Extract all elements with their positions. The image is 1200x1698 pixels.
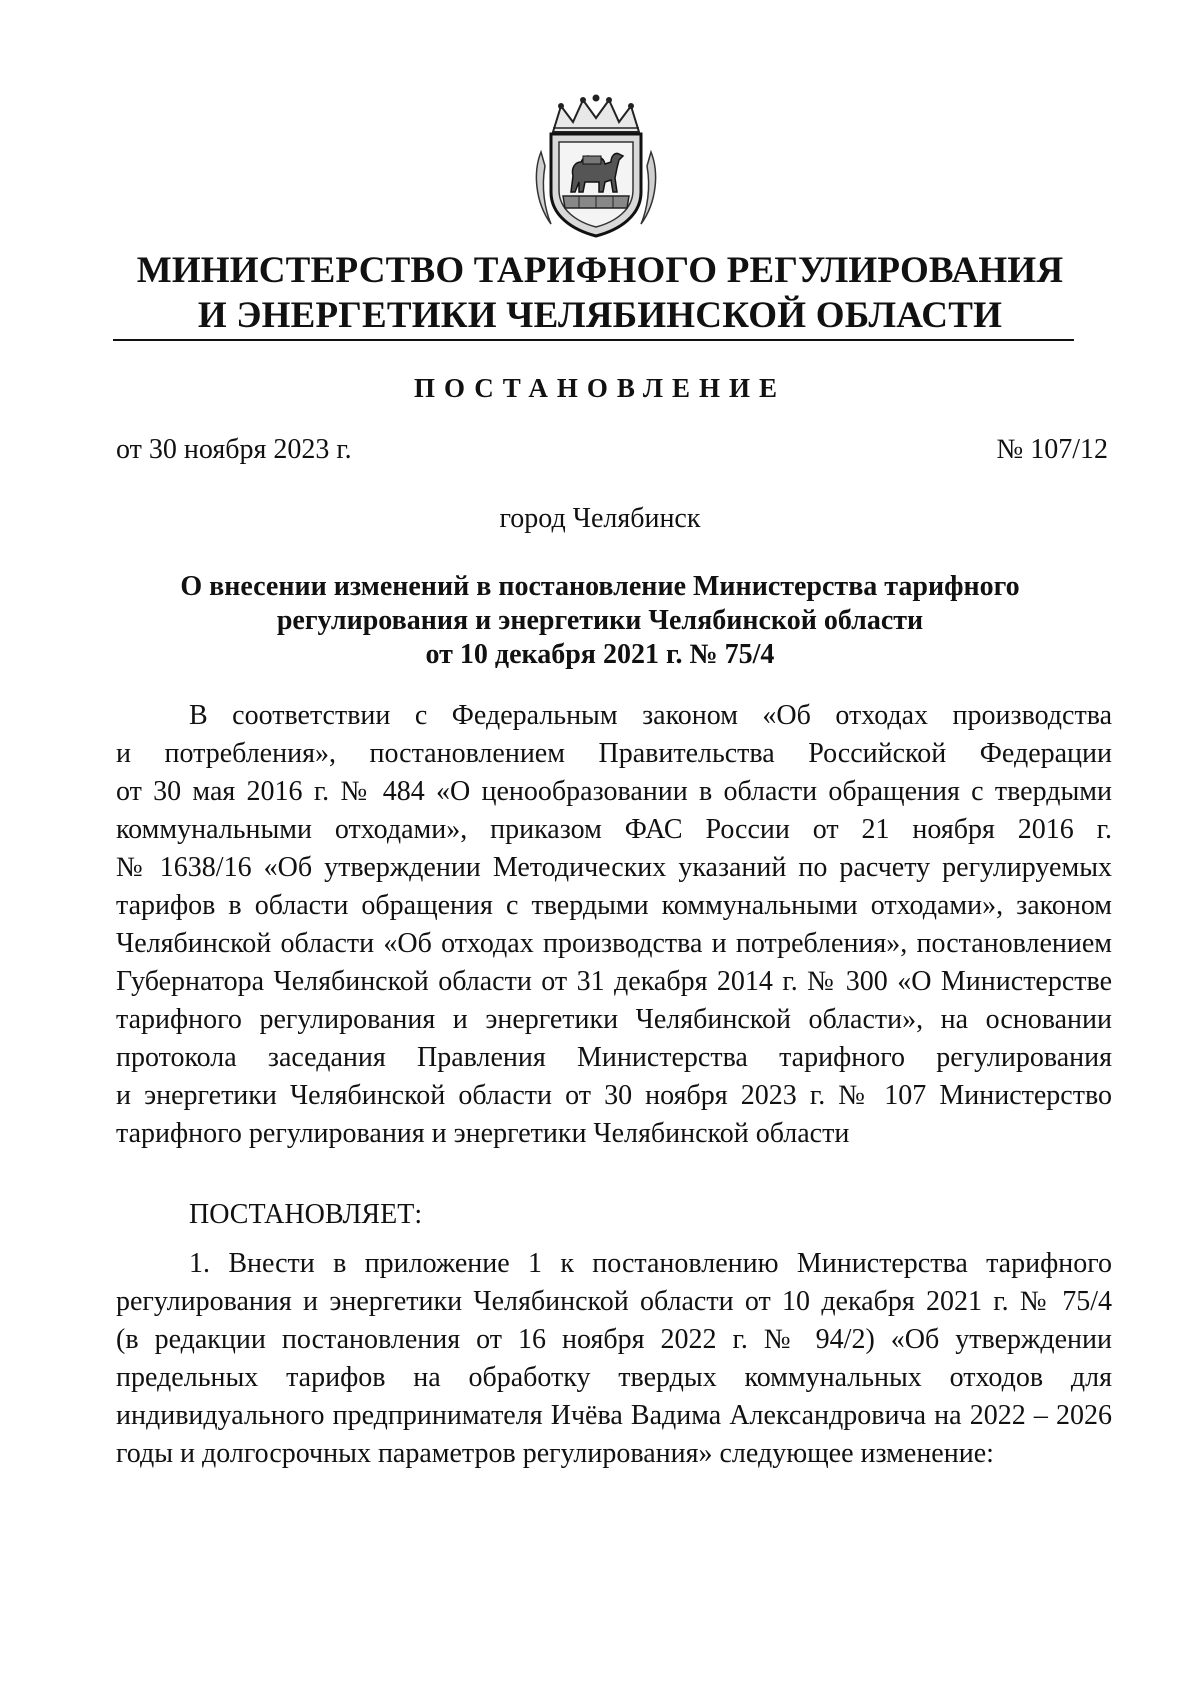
text-line: Губернатора Челябинской области от 31 декабря 2014 г. № 300 «О Министерстве <box>116 966 1112 997</box>
text-line: и энергетики Челябинской области от 30 ноября 2023 г. № 107 Министерство <box>116 1080 1112 1111</box>
text-line: протокола заседания Правления Министерства тарифного регулирования <box>116 1042 1112 1073</box>
text-line: (в редакции постановления от 16 ноября 2022 г. № 94/2) «Об утверждении <box>116 1324 1112 1355</box>
text-line: и потребления», постановлением Правительства Российской Федерации <box>116 738 1112 769</box>
document-number: № 107/12 <box>996 434 1108 465</box>
chelyabinsk-coat-of-arms-icon <box>531 92 661 240</box>
document-type-title: ПОСТАНОВЛЕНИЕ <box>413 373 787 403</box>
text-line: от 30 мая 2016 г. № 484 «О ценообразовании в области обращения с твердыми <box>116 776 1112 807</box>
text-line: коммунальными отходами», приказом ФАС России от 21 ноября 2016 г. <box>116 814 1112 845</box>
document-date: от 30 ноября 2023 г. <box>116 434 352 465</box>
ministry-name-line2: И ЭНЕРГЕТИКИ ЧЕЛЯБИНСКОЙ ОБЛАСТИ <box>197 295 1003 336</box>
subject-line: от 10 декабря 2021 г. № 75/4 <box>425 639 775 670</box>
decree-word: ПОСТАНОВЛЯЕТ: <box>189 1199 423 1230</box>
text-line: годы и долгосрочных параметров регулирования» следующее изменение: <box>116 1438 994 1469</box>
text-line: 1. Внести в приложение 1 к постановлению Министерства тарифного <box>189 1248 1112 1279</box>
text-line: тарифов в области обращения с твердыми коммунальными отходами», законом <box>116 890 1112 921</box>
text-line: тарифного регулирования и энергетики Челябинской области», на основании <box>116 1004 1112 1035</box>
text-line: регулирования и энергетики Челябинской области от 10 декабря 2021 г. № 75/4 <box>116 1286 1112 1317</box>
text-line: № 1638/16 «Об утверждении Методических указаний по расчету регулируемых <box>116 852 1112 883</box>
document-city: город Челябинск <box>499 503 701 534</box>
item-1-paragraph <box>116 1245 1112 1473</box>
subject-line: О внесении изменений в постановление Министерства тарифного <box>180 571 1020 602</box>
header-divider <box>113 339 1074 341</box>
preamble-paragraph <box>116 697 1112 1153</box>
text-line: В соответствии с Федеральным законом «Об отходах производства <box>189 700 1112 731</box>
ministry-name-line1: МИНИСТЕРСТВО ТАРИФНОГО РЕГУЛИРОВАНИЯ <box>136 250 1064 291</box>
text-line: предельных тарифов на обработку твердых коммунальных отходов для <box>116 1362 1112 1393</box>
text-line: тарифного регулирования и энергетики Челябинской области <box>116 1118 850 1149</box>
text-line: индивидуального предпринимателя Ичёва Вадима Александровича на 2022 – 2026 <box>116 1400 1112 1431</box>
document-subject <box>150 570 1050 672</box>
text-line: Челябинской области «Об отходах производства и потребления», постановлением <box>116 928 1112 959</box>
subject-line: регулирования и энергетики Челябинской области <box>276 605 924 636</box>
